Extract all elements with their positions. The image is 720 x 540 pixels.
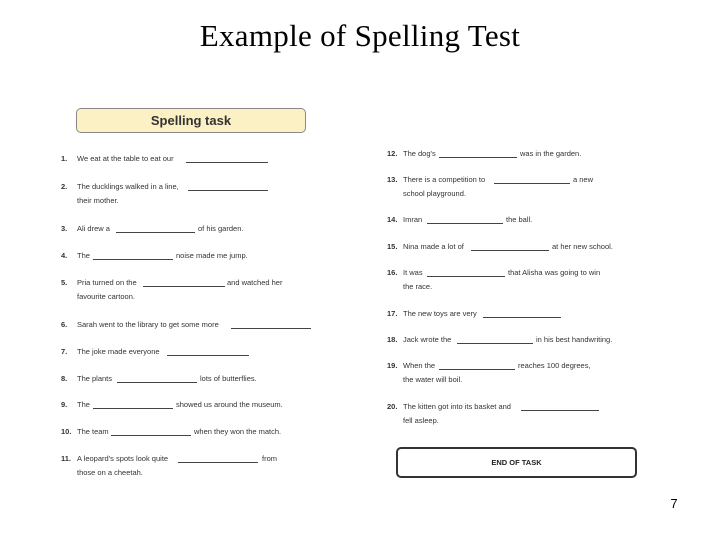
question-text: and watched her xyxy=(227,278,283,287)
question-text: from xyxy=(262,454,277,463)
answer-blank[interactable] xyxy=(116,232,195,233)
question-number: 12. xyxy=(387,149,398,158)
question-text: Pria turned on the xyxy=(77,278,137,287)
question-text: The kitten got into its basket and xyxy=(403,402,511,411)
question-text: Ali drew a xyxy=(77,224,110,233)
question-text: reaches 100 degrees, xyxy=(518,361,591,370)
question-number: 5. xyxy=(61,278,68,287)
answer-blank[interactable] xyxy=(439,369,515,370)
question-text: a new xyxy=(573,175,594,184)
answer-blank[interactable] xyxy=(186,162,268,163)
question-text: their mother. xyxy=(77,196,119,205)
question-text: When the xyxy=(403,361,436,370)
answer-blank[interactable] xyxy=(117,382,197,383)
question-number: 6. xyxy=(61,320,68,329)
question-number: 4. xyxy=(61,251,68,260)
question-text: Jack wrote the xyxy=(403,335,452,344)
question-text: The team xyxy=(77,427,109,436)
answer-blank[interactable] xyxy=(457,343,533,344)
question-number: 8. xyxy=(61,374,68,383)
question-text: Sarah went to the library to get some more xyxy=(77,320,219,329)
question-number: 9. xyxy=(61,400,68,409)
question-text: Nina made a lot of xyxy=(403,242,464,251)
answer-blank[interactable] xyxy=(93,259,173,260)
answer-blank[interactable] xyxy=(231,328,311,329)
question-number: 17. xyxy=(387,309,398,318)
question-number: 11. xyxy=(61,454,72,463)
answer-blank[interactable] xyxy=(167,355,249,356)
question-text: The xyxy=(77,251,90,260)
question-number: 14. xyxy=(387,215,398,224)
answer-blank[interactable] xyxy=(188,190,268,191)
page-number: 7 xyxy=(670,496,678,511)
question-number: 18. xyxy=(387,335,398,344)
end-of-task-box: END OF TASK xyxy=(396,447,637,478)
question-text: was in the garden. xyxy=(520,149,582,158)
question-text: the race. xyxy=(403,282,433,291)
question-text: those on a cheetah. xyxy=(77,468,143,477)
question-text: The joke made everyone xyxy=(77,347,160,356)
question-text: school playground. xyxy=(403,189,466,198)
question-text: lots of butterflies. xyxy=(200,374,257,383)
question-text: The xyxy=(77,400,90,409)
answer-blank[interactable] xyxy=(494,183,570,184)
question-number: 15. xyxy=(387,242,398,251)
question-text: The dog's xyxy=(403,149,436,158)
question-number: 2. xyxy=(61,182,68,191)
question-text: fell asleep. xyxy=(403,416,439,425)
question-number: 7. xyxy=(61,347,68,356)
question-text: A leopard's spots look quite xyxy=(77,454,169,463)
question-number: 13. xyxy=(387,175,398,184)
answer-blank[interactable] xyxy=(471,250,549,251)
question-text: at her new school. xyxy=(552,242,613,251)
question-number: 19. xyxy=(387,361,398,370)
question-text: The plants xyxy=(77,374,113,383)
question-text: of his garden. xyxy=(198,224,244,233)
answer-blank[interactable] xyxy=(93,408,173,409)
question-text: that Alisha was going to win xyxy=(508,268,601,277)
answer-blank[interactable] xyxy=(111,435,191,436)
question-text: favourite cartoon. xyxy=(77,292,135,301)
answer-blank[interactable] xyxy=(143,286,225,287)
question-text: We eat at the table to eat our xyxy=(77,154,174,163)
question-number: 3. xyxy=(61,224,68,233)
answer-blank[interactable] xyxy=(521,410,599,411)
task-header: Spelling task xyxy=(76,108,306,133)
question-number: 16. xyxy=(387,268,398,277)
question-text: the ball. xyxy=(506,215,533,224)
question-text: It was xyxy=(403,268,423,277)
answer-blank[interactable] xyxy=(439,157,517,158)
answer-blank[interactable] xyxy=(427,223,503,224)
slide-title: Example of Spelling Test xyxy=(199,18,521,53)
question-text: There is a competition to xyxy=(403,175,486,184)
question-text: showed us around the museum. xyxy=(176,400,283,409)
answer-blank[interactable] xyxy=(483,317,561,318)
question-text: when they won the match. xyxy=(194,427,282,436)
question-number: 20. xyxy=(387,402,398,411)
question-text: Imran xyxy=(403,215,423,224)
question-text: The ducklings walked in a line, xyxy=(77,182,179,191)
answer-blank[interactable] xyxy=(178,462,258,463)
question-number: 1. xyxy=(61,154,68,163)
answer-blank[interactable] xyxy=(427,276,505,277)
question-text: The new toys are very xyxy=(403,309,477,318)
question-text: in his best handwriting. xyxy=(536,335,613,344)
question-number: 10. xyxy=(61,427,72,436)
question-text: the water will boil. xyxy=(403,375,463,384)
question-text: noise made me jump. xyxy=(176,251,248,260)
